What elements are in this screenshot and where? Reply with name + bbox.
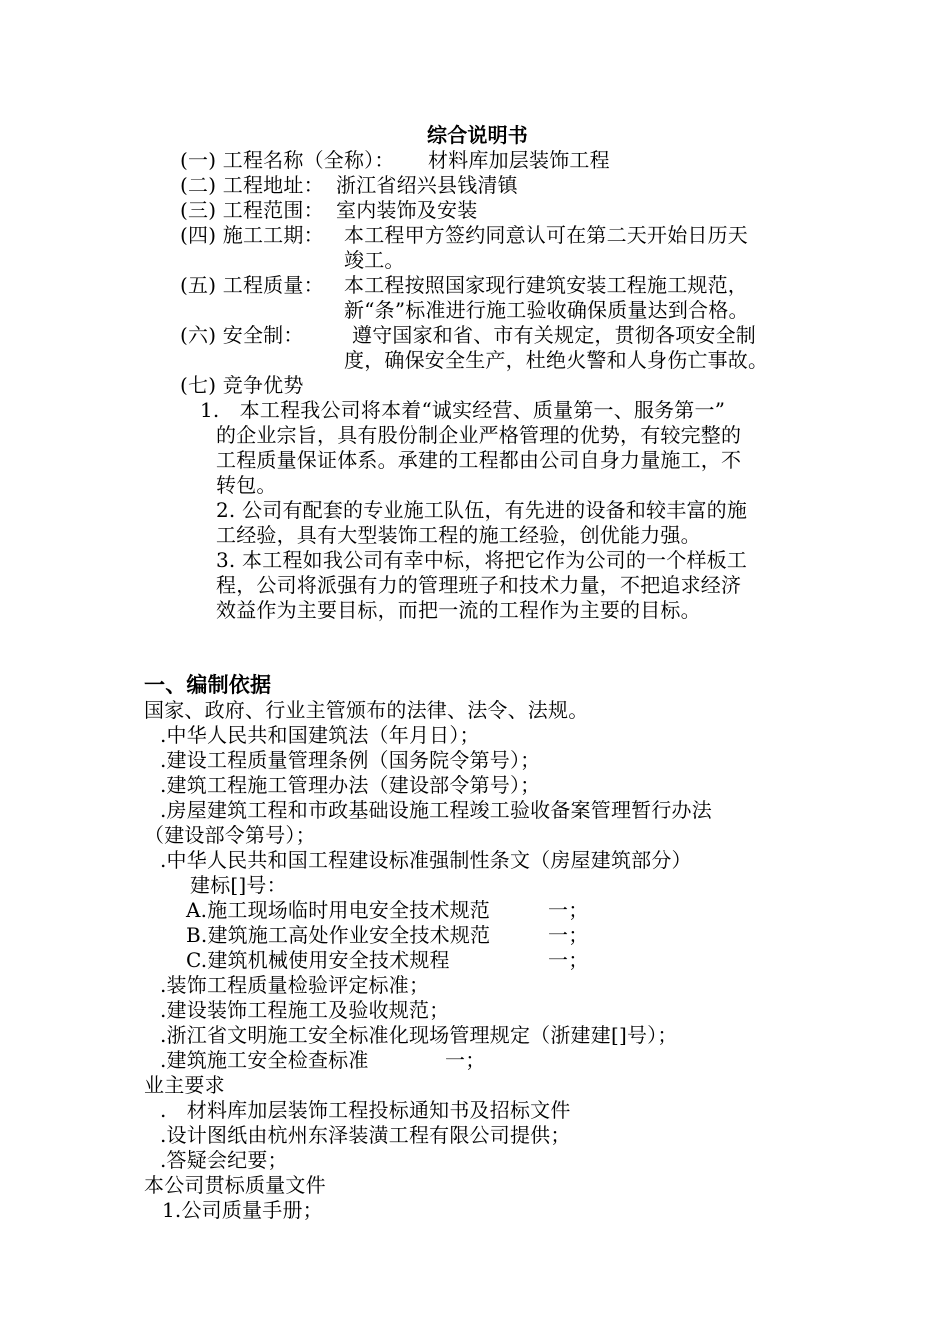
advantage-2-line1: 2. 公司有配套的专业施工队伍，有先进的设备和较丰富的施 (216, 498, 748, 522)
item-construction-period-label: (四) 施工工期： (180, 223, 324, 247)
advantage-1-line1: 1. 本工程我公司将本着“诚实经营、质量第一、服务第一” (200, 398, 726, 422)
advantage-2-line2: 工经验，具有大型装饰工程的施工经验，创优能力强。 (216, 523, 701, 547)
section-heading-basis: 一、编制依据 (144, 673, 272, 697)
item-project-scope-label: (三) 工程范围： (180, 198, 324, 222)
item-competitive-advantage-label: (七) 竞争优势 (180, 373, 304, 397)
law-item-3: .建筑工程施工管理办法（建设部令第号）； (160, 773, 541, 797)
item-quality-label: (五) 工程质量： (180, 273, 324, 297)
law-item-5: .中华人民共和国工程建设标准强制性条文（房屋建筑部分） (160, 848, 692, 872)
owner-item-1: . 材料库加层装饰工程投标通知书及招标文件 (160, 1098, 571, 1122)
item-quality-line1: 本工程按照国家现行建筑安装工程施工规范， (344, 273, 748, 297)
law-item-4-line2: （建设部令第号）； (144, 823, 316, 847)
basis-intro: 国家、政府、行业主管颁布的法律、法令、法规。 (144, 698, 589, 722)
standard-c: C.建筑机械使用安全技术规程 (186, 948, 450, 972)
item-project-address-value: 浙江省绍兴县钱清镇 (336, 173, 518, 197)
advantage-1-line2: 的企业宗旨，具有股份制企业严格管理的优势，有较完整的 (216, 423, 742, 447)
law-item-6: .装饰工程质量检验评定标准； (160, 973, 430, 997)
law-item-8: .浙江省文明施工安全标准化现场管理规定（浙建建[]号）； (160, 1023, 678, 1047)
item-safety-line2: 度，确保安全生产，杜绝火警和人身伤亡事故。 (344, 348, 769, 372)
standard-c-suffix: 一； (548, 948, 589, 972)
item-quality-line2: 新“条”标准进行施工验收确保质量达到合格。 (344, 298, 749, 322)
owner-item-3: .答疑会纪要； (160, 1148, 288, 1172)
company-quality-docs-heading: 本公司贯标质量文件 (144, 1173, 326, 1197)
law-item-5-sub: 建标[]号： (190, 873, 287, 897)
standard-a: A.施工现场临时用电安全技术规范 (186, 898, 491, 922)
standard-b-suffix: 一； (548, 923, 589, 947)
item-project-address-label: (二) 工程地址： (180, 173, 324, 197)
company-doc-item-1: 1.公司质量手册； (162, 1198, 323, 1222)
item-construction-period-line2: 竣工。 (344, 248, 405, 272)
item-project-scope-value: 室内装饰及安装 (336, 198, 478, 222)
law-item-9: .建筑施工安全检查标准 (160, 1048, 369, 1072)
law-item-2: .建设工程质量管理条例（国务院令第号）； (160, 748, 541, 772)
advantage-3-line2: 程，公司将派强有力的管理班子和技术力量，不把追求经济 (216, 573, 742, 597)
document-title: 综合说明书 (427, 123, 528, 147)
standard-a-suffix: 一； (548, 898, 589, 922)
law-item-1: .中华人民共和国建筑法（年月日）； (160, 723, 480, 747)
item-construction-period-line1: 本工程甲方签约同意认可在第二天开始日历天 (344, 223, 748, 247)
advantage-1-line3: 工程质量保证体系。承建的工程都由公司自身力量施工，不 (216, 448, 742, 472)
item-safety-label: (六) 安全制： (180, 323, 304, 347)
law-item-4-line1: .房屋建筑工程和市政基础设施工程竣工验收备案管理暂行办法 (160, 798, 712, 822)
advantage-3-line1: 3. 本工程如我公司有幸中标，将把它作为公司的一个样板工 (216, 548, 748, 572)
standard-b: B.建筑施工高处作业安全技术规范 (186, 923, 491, 947)
law-item-7: .建设装饰工程施工及验收规范； (160, 998, 450, 1022)
owner-item-2: .设计图纸由杭州东泽装潢工程有限公司提供； (160, 1123, 571, 1147)
item-project-name-label: (一) 工程名称（全称）： (180, 148, 395, 172)
owner-requirements-heading: 业主要求 (144, 1073, 225, 1097)
item-project-name-value: 材料库加层装饰工程 (428, 148, 610, 172)
law-item-9-suffix: 一； (445, 1048, 486, 1072)
item-safety-line1: 遵守国家和省、市有关规定，贯彻各项安全制 (352, 323, 756, 347)
advantage-1-line4: 转包。 (216, 473, 277, 497)
advantage-3-line3: 效益作为主要目标，而把一流的工程作为主要的目标。 (216, 598, 701, 622)
